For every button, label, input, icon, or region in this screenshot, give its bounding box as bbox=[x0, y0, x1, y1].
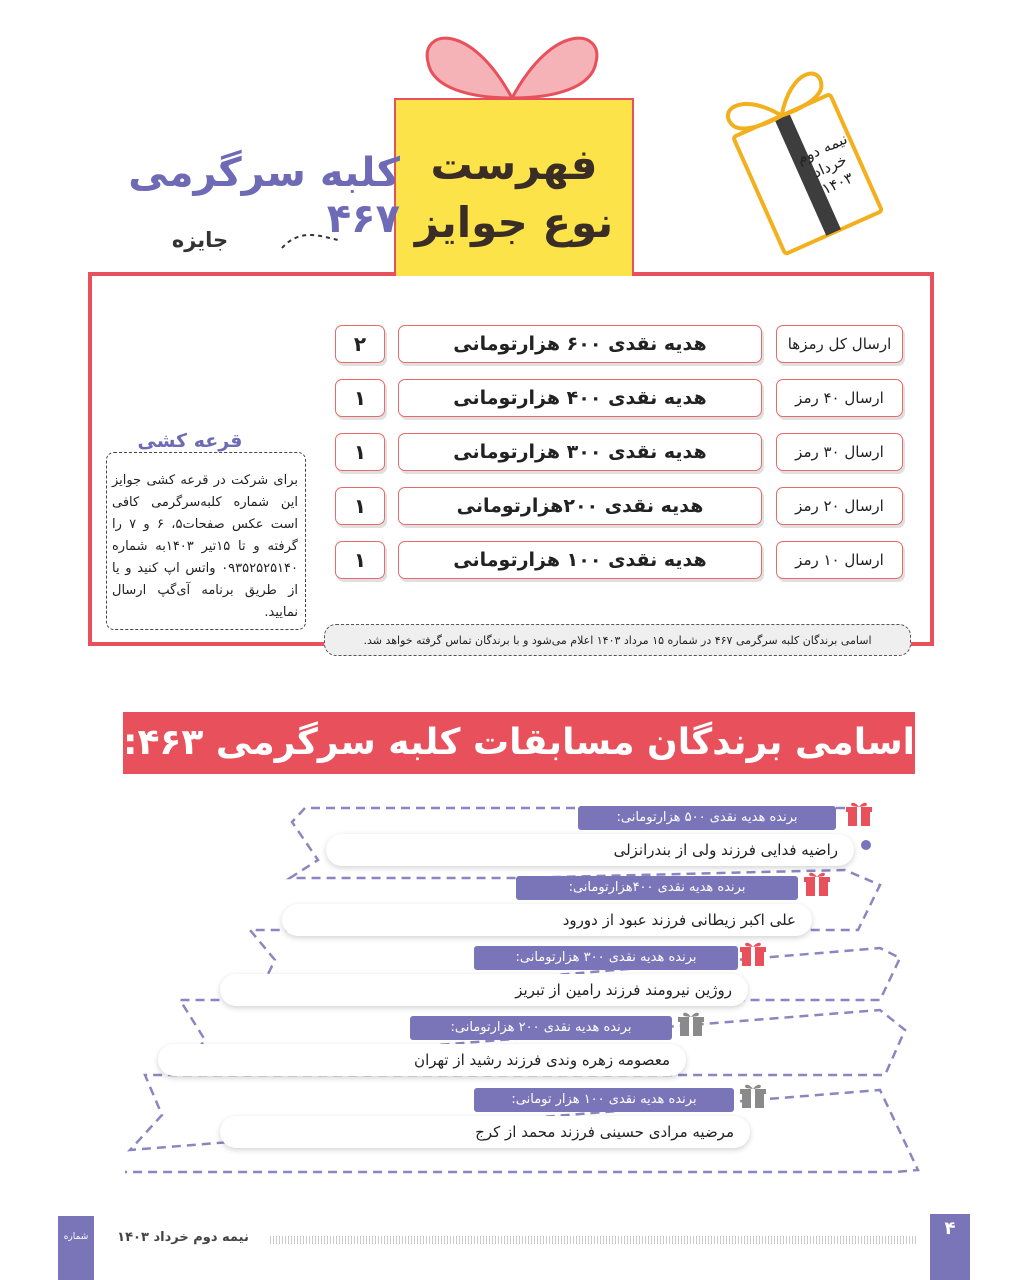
prize-send-label: ارسال ۴۰ رمز bbox=[776, 379, 903, 417]
winner-category: برنده هدیه نقدی ۲۰۰ هزارتومانی: bbox=[410, 1016, 672, 1040]
prize-gift-label: هدیه نقدی ۶۰۰ هزارتومانی bbox=[398, 325, 762, 363]
prize-send-label: ارسال ۲۰ رمز bbox=[776, 487, 903, 525]
winner-category: برنده هدیه نقدی ۵۰۰ هزارتومانی: bbox=[578, 806, 836, 830]
gift-icon bbox=[740, 1082, 766, 1110]
prize-gift-label: هدیه نقدی ۳۰۰ هزارتومانی bbox=[398, 433, 762, 471]
prize-gift-label: هدیه نقدی ۲۰۰هزارتومانی bbox=[398, 487, 762, 525]
prize-count: ۱ bbox=[335, 541, 385, 579]
issue-date-tag: نیمه دوم خرداد ۱۴۰۳ bbox=[794, 129, 856, 199]
page-title-line1: فهرست bbox=[430, 140, 598, 189]
gift-icon bbox=[804, 870, 830, 898]
path-dot bbox=[861, 840, 871, 850]
winner-name: مرضیه مرادی حسینی فرزند محمد از کرج bbox=[220, 1116, 750, 1148]
gift-icon bbox=[846, 800, 872, 828]
winner-name: روژین نیرومند فرزند رامین از تبریز bbox=[220, 974, 748, 1006]
prize-count: ۱ bbox=[335, 487, 385, 525]
winner-name: معصومه زهره وندی فرزند رشید از تهران bbox=[158, 1044, 686, 1076]
winner-name: راضیه فدایی فرزند ولی از بندرانزلی bbox=[326, 834, 854, 866]
prize-count: ۱ bbox=[335, 433, 385, 471]
prize-send-label: ارسال ۱۰ رمز bbox=[776, 541, 903, 579]
prize-gift-label: هدیه نقدی ۴۰۰ هزارتومانی bbox=[398, 379, 762, 417]
brand-title: کلبه سرگرمی ۴۶۷ bbox=[128, 150, 400, 242]
winner-category: برنده هدیه نقدی ۴۰۰هزارتومانی: bbox=[516, 876, 798, 900]
lottery-title: قرعه کشی bbox=[130, 430, 250, 452]
winner-category: برنده هدیه نقدی ۱۰۰ هزار تومانی: bbox=[474, 1088, 734, 1112]
winners-announcement-notice: اسامی برندگان کلبه سرگرمی ۴۶۷ در شماره ۱۵ مرداد ۱۴۰۳ اعلام می‌شود و با برندگان تماس گرفته خواهد شد. bbox=[324, 624, 911, 656]
footer-date: نیمه دوم خرداد ۱۴۰۳ bbox=[117, 1230, 249, 1245]
gift-icon bbox=[678, 1010, 704, 1038]
winner-category: برنده هدیه نقدی ۳۰۰ هزارتومانی: bbox=[474, 946, 738, 970]
issue-number: ۴۶۷ bbox=[62, 1212, 90, 1230]
footer-rule bbox=[270, 1236, 918, 1244]
lottery-instructions: برای شرکت در قرعه کشی جوایز این شماره کلبه‌سرگرمی کافی است عکس صفحات۵، ۶ و ۷ را گرفته و تا ۱۵تیر ۱۴۰۳به شماره ۰۹۳۵۲۵۲۵۱۴۰ واتس اپ کنید و یا از طریق برنامه آی‌گپ ارسال نمایید. bbox=[112, 473, 298, 620]
prize-count: ۱ bbox=[335, 379, 385, 417]
page-number: ۴ bbox=[944, 1218, 956, 1239]
gift-icon bbox=[740, 940, 766, 968]
prize-send-label: ارسال کل رمزها bbox=[776, 325, 903, 363]
prize-send-label: ارسال ۳۰ رمز bbox=[776, 433, 903, 471]
prize-gift-label: هدیه نقدی ۱۰۰ هزارتومانی bbox=[398, 541, 762, 579]
brand-subtitle: جایزه bbox=[171, 228, 229, 252]
prize-count: ۲ bbox=[335, 325, 385, 363]
winner-name: علی اکبر زیطانی فرزند عبود از دورود bbox=[282, 904, 812, 936]
bow-icon bbox=[427, 38, 597, 98]
page-title-line2: نوع جوایز bbox=[414, 198, 614, 247]
issue-label: شماره bbox=[63, 1232, 89, 1242]
winners-title: اسامی برندگان مسابقات کلبه سرگرمی ۴۶۳: bbox=[123, 722, 915, 763]
